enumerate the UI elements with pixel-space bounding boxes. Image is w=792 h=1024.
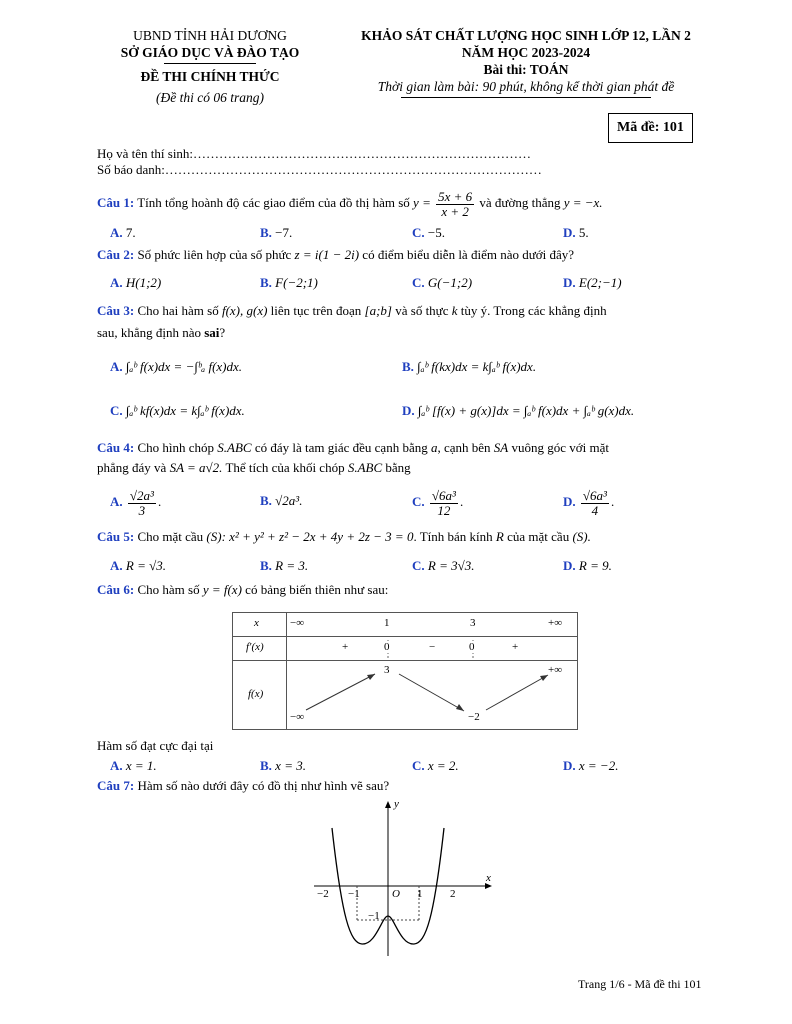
q1-option-b-text: −7. bbox=[275, 225, 293, 240]
q2-option-b[interactable] bbox=[260, 274, 318, 292]
arrow-down bbox=[399, 674, 464, 711]
table-fp-label: f′(x) bbox=[246, 641, 264, 653]
q5-option-c-text: R = 3√3. bbox=[427, 558, 475, 573]
q6-option-d[interactable] bbox=[563, 757, 618, 775]
q3-option-d[interactable] bbox=[402, 402, 634, 420]
q2-option-d[interactable] bbox=[563, 274, 622, 292]
question-4 bbox=[97, 439, 609, 457]
table-x-label: x bbox=[254, 617, 259, 629]
graph-x-label: x bbox=[486, 872, 491, 884]
q6-option-a-label: A. bbox=[110, 758, 123, 773]
table-fp-zero-1: 0 bbox=[384, 641, 390, 653]
q2-option-c-text: G(−1;2) bbox=[427, 275, 473, 290]
exam-title: KHẢO SÁT CHẤT LƯỢNG HỌC SINH LỚP 12, LẦN 2 bbox=[361, 28, 691, 43]
q5-s: (S). bbox=[572, 529, 591, 544]
q3-option-d-text: ∫ₐᵇ [f(x) + g(x)]dx = ∫ₐᵇ f(x)dx + ∫ₐᵇ g(x)dx. bbox=[417, 403, 635, 418]
graph-y-label: y bbox=[394, 798, 399, 810]
q6-option-c-text: x = 2. bbox=[427, 758, 459, 773]
q4-option-d-frac bbox=[581, 489, 609, 518]
q4-option-c-label: C. bbox=[412, 494, 425, 509]
q4-option-d-num: √6a³ bbox=[582, 487, 607, 503]
q1-denominator: x + 2 bbox=[441, 203, 469, 219]
q3-option-a-label: A. bbox=[110, 359, 123, 374]
q6-text-a: Cho hàm số bbox=[137, 582, 200, 597]
q4-option-c-den: 12 bbox=[437, 502, 451, 518]
q6-option-d-label: D. bbox=[563, 758, 576, 773]
table-f-label: f(x) bbox=[248, 688, 264, 700]
q2-option-a-text: H(1;2) bbox=[125, 275, 162, 290]
q3-option-c-label: C. bbox=[110, 403, 123, 418]
q7-graph bbox=[300, 798, 500, 958]
q4-line2-c: bằng bbox=[385, 460, 411, 475]
table-f-val-3: −2 bbox=[468, 711, 480, 723]
q3-line2-bold: sai bbox=[204, 325, 220, 340]
q6-label: Câu 6: bbox=[97, 582, 135, 597]
question-4-line2 bbox=[97, 459, 411, 477]
q5-option-d-label: D. bbox=[563, 558, 576, 573]
q1-numerator: 5x + 6 bbox=[438, 188, 473, 204]
q6-expr: y = f(x) bbox=[202, 582, 242, 597]
q4-option-c[interactable]: C. $\frac{\text{√6a³}}{12}$ . bbox=[412, 487, 464, 518]
q1-option-c-label: C. bbox=[412, 225, 425, 240]
table-border bbox=[233, 613, 578, 730]
q3-option-a-text: ∫ₐᵇ f(x)dx = −∫ᵇₐ f(x)dx. bbox=[125, 359, 243, 374]
q1-option-b-label: B. bbox=[260, 225, 272, 240]
variation-table-lines bbox=[232, 612, 578, 730]
q1-option-a[interactable] bbox=[110, 224, 136, 242]
page-count-note: (Đề thi có 06 trang) bbox=[156, 90, 264, 105]
school-year: NĂM HỌC 2023-2024 bbox=[461, 45, 591, 60]
q5-option-a-label: A. bbox=[110, 558, 123, 573]
q1-option-a-text: 7. bbox=[125, 225, 136, 240]
q1-label: Câu 1: bbox=[97, 195, 135, 210]
q2-option-d-text: E(2;−1) bbox=[578, 275, 622, 290]
q3-text-c: và số thực bbox=[395, 303, 449, 318]
q4-option-a-label: A. bbox=[110, 494, 123, 509]
question-6 bbox=[97, 581, 388, 599]
question-1 bbox=[97, 186, 603, 220]
q4-option-b-text: √2a³. bbox=[275, 493, 303, 508]
graph-tick-2: 2 bbox=[450, 888, 456, 900]
q2-option-b-text: F(−2;1) bbox=[275, 275, 318, 290]
q2-option-c-label: C. bbox=[412, 275, 425, 290]
q3-funcs: f(x), g(x) bbox=[221, 303, 268, 318]
q3-option-b-text: ∫ₐᵇ f(kx)dx = k∫ₐᵇ f(x)dx. bbox=[417, 359, 537, 374]
table-x-val-3: 3 bbox=[470, 617, 476, 629]
q4-text-b: có đáy là tam giác đều cạnh bằng bbox=[254, 440, 428, 455]
question-5 bbox=[97, 528, 591, 546]
q3-option-c-text: ∫ₐᵇ kf(x)dx = k∫ₐᵇ f(x)dx. bbox=[125, 403, 245, 418]
subject: Bài thi: TOÁN bbox=[483, 62, 569, 77]
header-right-divider bbox=[401, 97, 651, 98]
q3-text-d: tùy ý. Trong các khẳng định bbox=[460, 303, 607, 318]
q5-option-b-text: R = 3. bbox=[275, 558, 309, 573]
q4-option-a-frac bbox=[128, 489, 156, 518]
q4-option-c-num: √6a³ bbox=[431, 487, 456, 503]
q4-pyr: S.ABC bbox=[217, 440, 252, 455]
q5-option-d[interactable] bbox=[563, 557, 612, 575]
q5-option-b[interactable] bbox=[260, 557, 308, 575]
q3-option-b[interactable] bbox=[402, 358, 536, 376]
q3-k: k bbox=[451, 303, 458, 318]
table-fp-sign-2: − bbox=[429, 641, 436, 653]
q2-expr: z = i(1 − 2i) bbox=[294, 247, 360, 262]
q4-option-b-label: B. bbox=[260, 493, 272, 508]
q5-option-b-label: B. bbox=[260, 558, 272, 573]
q1-option-d-label: D. bbox=[563, 225, 576, 240]
q3-line2-a: sau, khẳng định nào bbox=[97, 325, 201, 340]
q4-line2-a: phẳng đáy và bbox=[97, 460, 167, 475]
q1-option-a-label: A. bbox=[110, 225, 123, 240]
q2-option-c[interactable] bbox=[412, 274, 472, 292]
q3-label: Câu 3: bbox=[97, 303, 135, 318]
table-f-val-4: +∞ bbox=[548, 664, 563, 676]
student-id-line[interactable]: Số báo danh:…………………………………………………………………………… bbox=[97, 162, 542, 177]
q6-after-text: Hàm số đạt cực đại tại bbox=[97, 738, 214, 753]
q2-option-b-label: B. bbox=[260, 275, 272, 290]
table-fp-sign-1: + bbox=[342, 641, 349, 653]
q5-expr: (S): x² + y² + z² − 2x + 4y + 2z − 3 = 0 bbox=[206, 529, 414, 544]
q4-sa: SA bbox=[493, 440, 509, 455]
graph-tick-1: 1 bbox=[417, 888, 423, 900]
graph-y-tick-neg1: −1 bbox=[368, 910, 380, 922]
question-3-line2 bbox=[97, 324, 225, 342]
q2-label: Câu 2: bbox=[97, 247, 135, 262]
q6-option-d-text: x = −2. bbox=[578, 758, 619, 773]
q6-option-a-text: x = 1. bbox=[125, 758, 157, 773]
table-f-val-2: 3 bbox=[384, 664, 390, 676]
q5-label: Câu 5: bbox=[97, 529, 135, 544]
q3-interval: [a;b] bbox=[364, 303, 392, 318]
q3-option-b-label: B. bbox=[402, 359, 414, 374]
header-left bbox=[90, 27, 330, 106]
table-fp-sign-3: + bbox=[512, 641, 519, 653]
q2-text-b: có điểm biểu diễn là điểm nào dưới đây? bbox=[362, 247, 575, 262]
q7-label: Câu 7: bbox=[97, 778, 135, 793]
office-name: SỞ GIÁO DỤC VÀ ĐÀO TẠO bbox=[120, 45, 300, 60]
q4-option-a-den: 3 bbox=[138, 502, 146, 518]
header-right bbox=[340, 27, 712, 98]
q6-option-b[interactable] bbox=[260, 757, 306, 775]
q6-option-b-label: B. bbox=[260, 758, 272, 773]
arrow-up-1-head bbox=[367, 674, 375, 680]
q5-r: R bbox=[495, 529, 504, 544]
table-x-val-1: −∞ bbox=[290, 617, 305, 629]
graph-tick-neg2: −2 bbox=[317, 888, 329, 900]
q1-option-b[interactable] bbox=[260, 224, 292, 242]
graph-origin-label: O bbox=[392, 888, 400, 900]
q4-text-c: , cạnh bên bbox=[437, 440, 491, 455]
q1-option-d-text: 5. bbox=[578, 225, 589, 240]
q3-text-b: liên tục trên đoạn bbox=[270, 303, 362, 318]
q3-line2-b: ? bbox=[219, 325, 226, 340]
q6-option-a[interactable] bbox=[110, 757, 157, 775]
table-x-val-2: 1 bbox=[384, 617, 390, 629]
q2-option-a[interactable] bbox=[110, 274, 161, 292]
header-divider bbox=[164, 63, 256, 64]
q6-option-c-label: C. bbox=[412, 758, 425, 773]
q4-line2-pyr: S.ABC bbox=[347, 460, 383, 475]
exam-code-box: Mã đề: 101 bbox=[608, 113, 693, 143]
q3-option-d-label: D. bbox=[402, 403, 415, 418]
q5-text-b: . Tính bán kính bbox=[413, 529, 493, 544]
q6-option-b-text: x = 3. bbox=[275, 758, 306, 773]
table-x-val-4: +∞ bbox=[548, 617, 563, 629]
time-note: Thời gian làm bài: 90 phút, không kể thời gian phát đề bbox=[377, 79, 675, 94]
q1-option-c[interactable] bbox=[412, 224, 445, 242]
question-2 bbox=[97, 246, 574, 264]
arrow-up-1 bbox=[306, 674, 375, 710]
q4-text-a: Cho hình chóp bbox=[137, 440, 215, 455]
q3-option-a[interactable] bbox=[110, 358, 242, 376]
arrow-down-head bbox=[456, 704, 464, 711]
q5-option-c-label: C. bbox=[412, 558, 425, 573]
q4-option-a-num: √2a³ bbox=[129, 487, 154, 503]
arrow-up-2 bbox=[486, 675, 548, 710]
q4-line2-expr: SA = a√2. bbox=[169, 460, 223, 475]
q5-option-d-text: R = 9. bbox=[578, 558, 612, 573]
q3-option-c[interactable] bbox=[110, 402, 245, 420]
q1-line-eq: y = −x. bbox=[563, 195, 603, 210]
q2-option-d-label: D. bbox=[563, 275, 576, 290]
q1-text-b: và đường thẳng bbox=[479, 195, 561, 210]
q4-option-b[interactable] bbox=[260, 492, 302, 510]
q5-option-a-text: R = √3. bbox=[125, 558, 166, 573]
q4-option-d-label: D. bbox=[563, 494, 576, 509]
page-footer: Trang 1/6 - Mã đề thi 101 bbox=[578, 977, 702, 991]
q4-option-d-den: 4 bbox=[591, 502, 599, 518]
q1-text-a: Tính tổng hoành độ các giao điểm của đồ thị hàm số bbox=[137, 195, 410, 210]
q4-option-d[interactable]: D. $\frac{\text{√6a³}}{4}$ . bbox=[563, 487, 615, 518]
question-3 bbox=[97, 302, 607, 320]
q6-option-c[interactable] bbox=[412, 757, 459, 775]
q4-label: Câu 4: bbox=[97, 440, 135, 455]
arrow-up-2-head bbox=[540, 675, 548, 681]
q5-option-a[interactable] bbox=[110, 557, 166, 575]
q1-option-d[interactable] bbox=[563, 224, 589, 242]
q5-text-c: của mặt cầu bbox=[507, 529, 570, 544]
q2-option-a-label: A. bbox=[110, 275, 123, 290]
q7-graph-svg bbox=[300, 798, 500, 958]
table-fp-zero-2: 0 bbox=[469, 641, 475, 653]
q5-option-c[interactable] bbox=[412, 557, 475, 575]
student-name-line[interactable]: Họ và tên thí sinh:…………………………………………………………………… bbox=[97, 146, 532, 161]
q2-text-a: Số phức liên hợp của số phức bbox=[137, 247, 292, 262]
q6-text-b: có bảng biến thiên như sau: bbox=[245, 582, 389, 597]
q5-text-a: Cho mặt cầu bbox=[137, 529, 204, 544]
variation-table bbox=[232, 612, 578, 730]
q1-y-eq: y = bbox=[413, 195, 431, 210]
question-7 bbox=[97, 777, 389, 795]
official-label: ĐỀ THI CHÍNH THỨC bbox=[140, 69, 280, 84]
q3-text-a: Cho hai hàm số bbox=[137, 303, 219, 318]
y-axis-arrow bbox=[385, 801, 391, 808]
q1-fraction bbox=[436, 190, 474, 219]
dept-name: UBND TỈNH HẢI DƯƠNG bbox=[133, 28, 287, 43]
q4-a: a bbox=[430, 440, 438, 455]
q4-option-a[interactable]: A. $\frac{\text{√2a³}}{3}$ . bbox=[110, 487, 162, 518]
q4-option-c-frac bbox=[430, 489, 458, 518]
table-f-val-1: −∞ bbox=[290, 711, 305, 723]
q7-text: Hàm số nào dưới đây có đồ thị như hình vẽ sau? bbox=[137, 778, 390, 793]
graph-tick-neg1: −1 bbox=[348, 888, 360, 900]
q4-line2-b: Thể tích của khối chóp bbox=[225, 460, 345, 475]
q1-option-c-text: −5. bbox=[427, 225, 445, 240]
q4-text-d: vuông góc với mặt bbox=[511, 440, 609, 455]
